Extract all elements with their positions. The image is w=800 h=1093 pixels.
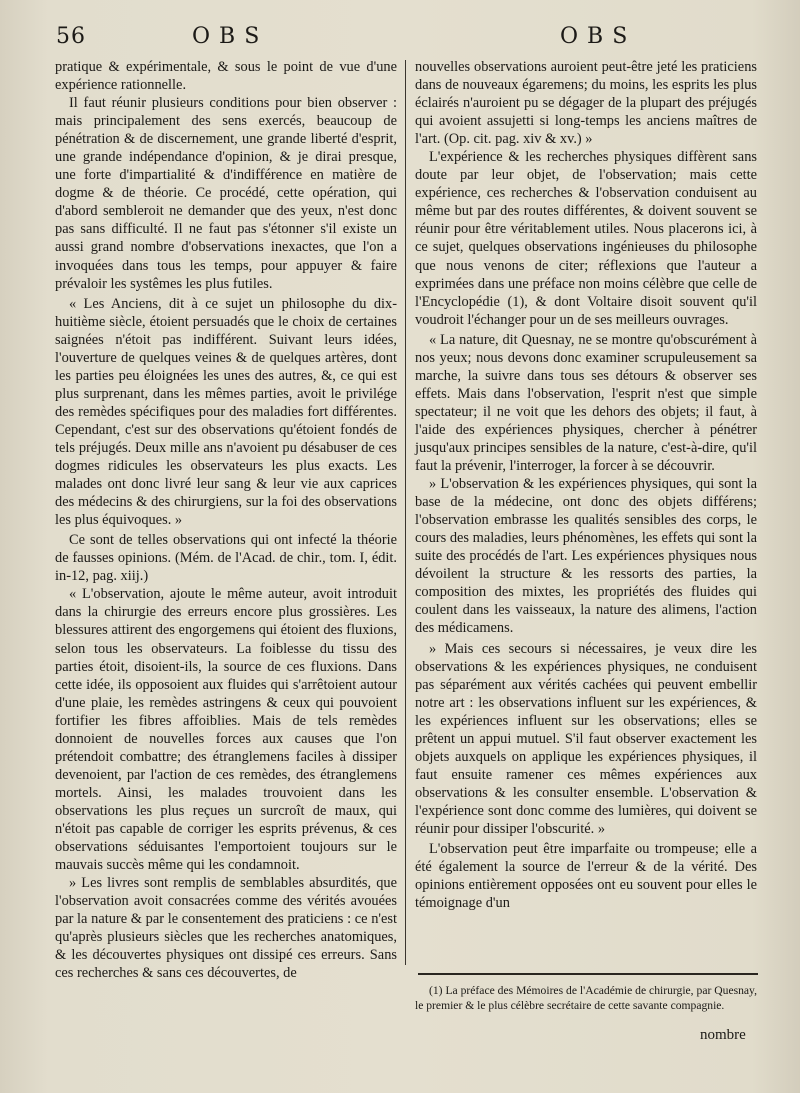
right-column: [415, 58, 757, 912]
quotation-paragraph: « La nature, dit Quesnay, ne se montre qu'obscurément à nos yeux; nous devons donc examiner scrupuleusement sa marche, la suivre dans tous ses détours & observer ses effets. Mais dans l'observation, l'esprit n'est que simple spectateur; il ne voit que les dehors des objets; il faut, à l'aide des expériences physiques, chercher à pénétrer jusqu'aux principes sensibles de la nature, c'est-à-dire, qu'il faut la prévenir, l'interroger, la forcer à se découvrir.: [415, 331, 757, 475]
quotation-paragraph: « Les Anciens, dit à ce sujet un philosophe du dix-huitième siècle, étoient persuadés que le choix de certaines saignées n'étoit pas indifférent. Suivant leurs idées, l'ouverture de quelques veines & de quelques artères, dont les parties peu éloignées les unes des autres, &, ce qui est plus surprenant, dans les mêmes parties, avoit le privilége des remèdes spécifiques pour des maladies fort différentes. Cependant, c'est sur des observations qu'étoient fondés de tels préjugés. Deux mille ans n'avoient pu désabuser de ces dogmes ridicules les observateurs les plus exacts. Les malades ont donc livré leur sang & leur vie aux caprices des médecins & des chirurgiens, sur la foi des observations les plus équivoques. »: [55, 295, 397, 529]
left-column: [55, 58, 397, 982]
paragraph: Ce sont de telles observations qui ont infecté la théorie de fausses opinions. (Mém. de l'Acad. de chir., tom. I, édit. in-12, pag. xiij.): [55, 532, 397, 585]
paragraph: L'observation peut être imparfaite ou trompeuse; elle a été également la source de l'erreur & de la vérité. Des opinions entièrement opposées ont eu souvent pour elles le témoignage d'un: [415, 841, 757, 912]
paragraph: Il faut réunir plusieurs conditions pour bien observer : mais principalement des sens exercés, beaucoup de pénétration & de discernement, une grande liberté d'esprit, une grande indépendance d'opinion, & je dirai presque, une forte d'impartialité & d'indifférence en matière de dogme & de théorie. Ce procédé, cette opération, qui d'abord sembleroit ne demander que des yeux, n'est donc pas sans difficulté. Il ne faut pas s'étonner s'il existe un aussi grand nombre d'observations inexactes, que l'on a invoquées dans tous les temps, pour appuyer & faire prévaloir les systêmes les plus futiles.: [55, 95, 397, 292]
paragraph: pratique & expérimentale, & sous le point de vue d'une expérience rationnelle.: [55, 59, 397, 94]
paragraph: nouvelles observations auroient peut-être jeté les praticiens dans de nouveaux égaremens; du moins, les esprits les plus éclairés n'auroient pu se dégager de la plupart des préjugés qui avoient assujetti si long-temps les anciens maîtres de l'art. (Op. cit. pag. xiv & xv.) »: [415, 59, 757, 148]
column-divider: [405, 60, 406, 965]
quotation-paragraph: « L'observation, ajoute le même auteur, avoit introduit dans la chirurgie des erreurs encore plus grossières. Les blessures attirent des engorgemens qui étoient des fluxions, selon tous les observateurs. La foiblesse du tissu des parties étoit, disoient-ils, la source de ces fluxions. Dans cette idée, ils opposoient aux fluides qui s'arrêtoient autour d'une plaie, les remèdes astringens & ceux qui pouvoient fortifier les fibres affoiblies. Mais de tels remèdes donnoient de nouvelles forces aux causes que l'on prétendoit combattre; des étranglemens faciles à dissiper devenoient, par l'action de ces remèdes, des étranglemens mortels. Ainsi, les malades trouvoient dans les observations les plus reçues un surcroît de maux, qui n'étoit pas capable de corriger les esprits prévenus, & ces observations séduisantes l'emportoient toujours sur le mauvais succès même qui les condamnoit.: [55, 586, 397, 874]
quotation-paragraph: » Mais ces secours si nécessaires, je veux dire les observations & les expériences physiques, ne conduisent pas séparément aux vérités cachées qui peuvent embellir notre art : les observations influent sur les expériences, & les expériences influent sur les observations; elles se prêtent un appui mutuel. S'il faut observer exactement les objets auxquels on applique les expériences physiques, il faut ensuite ramener ces mêmes expériences aux observations & les consulter ensemble. L'observation & l'expérience sont donc comme des lumières, qui doivent se réunir pour dissiper l'obscurité. »: [415, 640, 757, 837]
running-head-right: OBS: [560, 24, 637, 49]
running-head-left: OBS: [192, 24, 269, 49]
quotation-paragraph: » Les livres sont remplis de semblables absurdités, que l'observation avoit consacrées comme des vérités avouées par la nature & par le consentement des praticiens : ce n'est qu'après plusieurs siècles que les recherches anatomiques, & les découvertes physiques ont dissipé ces erreurs. Sans ces recherches & sans ces découvertes, de: [55, 875, 397, 982]
footnote-text: (1) La préface des Mémoires de l'Académie de chirurgie, par Quesnay, le premier & le plus célèbre secrétaire de cette savante compagnie.: [415, 984, 757, 1012]
footnote-rule: [418, 973, 758, 975]
footnote: [415, 984, 757, 1013]
page-number: 56: [56, 24, 86, 49]
quotation-paragraph: » L'observation & les expériences physiques, qui sont la base de la médecine, ont donc des objets différens; l'observation embrasse les qualités sensibles des corps, le cours des maladies, leurs phénomènes, les effets qui sont la suite des procédés de l'art. Les expériences physiques nous dévoilent la structure & les ressorts des parties, la composition des mixtes, les propriétés des fluides qui coulent dans les vaisseaux, la nature des alimens, l'action des médicamens.: [415, 476, 757, 637]
paragraph: L'expérience & les recherches physiques diffèrent sans doute par leur objet, de l'observation; mais cette expérience, ces recherches & l'observation conduisent au même but par des routes différentes, & doivent souvent se réunir pour être véritablement utiles. Nous placerons ici, à ce sujet, quelques observations ingénieuses du philosophe que nous venons de citer; réflexions que l'auteur a exprimées dans une préface non moins célèbre que celle de l'Encyclopédie (1), & dont Voltaire disoit souvent qu'il voudroit l'échanger pour un de ses meilleurs ouvrages.: [415, 149, 757, 328]
catchword: nombre: [700, 1027, 746, 1043]
